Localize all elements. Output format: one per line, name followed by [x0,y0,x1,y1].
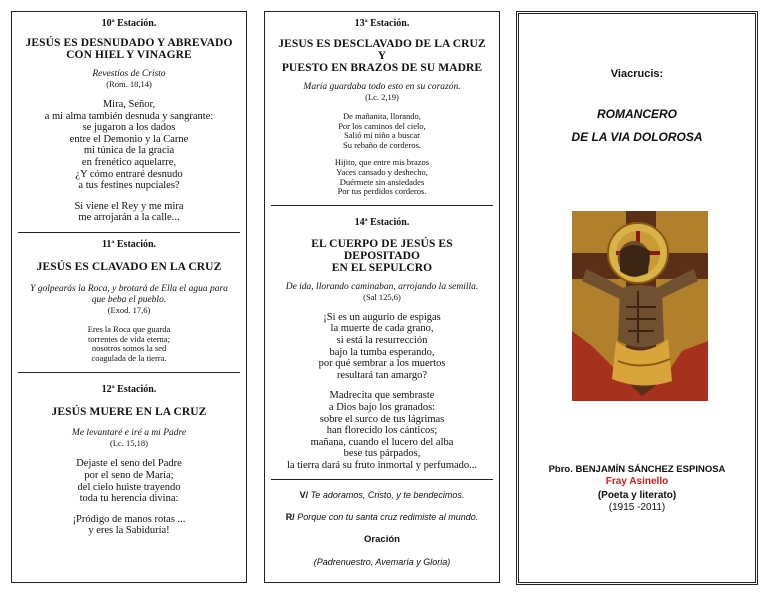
poem-line: Si viene el Rey y me mira [74,200,184,212]
station-12-reference: (Lc. 15,18) [109,438,148,449]
poem-line: si está la resurrección [336,334,428,346]
poem-line: entre el Demonio y la Carne [69,133,189,145]
station-12-poem [20,458,238,537]
poem-line: ¡Si es un augurio de espigas [323,311,441,323]
station-11-title: JESÚS ES CLAVADO EN LA CRUZ [36,260,222,273]
station-14 [265,217,499,472]
poem-line: mi túnica de la gracia [83,145,175,157]
versicle [273,490,491,501]
cover-title-line-2: DE LA VIA DOLOROSA [571,130,703,144]
station-11-reference: (Exod. 17,6) [107,304,151,315]
poem-line: Eres la Roca que guarda [87,323,171,334]
cover-panel [516,11,758,585]
poem-line: a Dios bajo los granados: [328,401,436,413]
poem-line: Madrecita que sembraste [329,390,435,402]
poem-line: toda tu herencia divina: [79,493,179,505]
station-14-poem [273,312,491,472]
poem-line: ¡Pródigo de manos rotas ... [72,513,186,525]
poem-line: resultará tan amargo? [336,369,428,381]
station-14-reference: (Sal 125,6) [363,291,401,302]
poem-line: Hijito, que entre mis brazos [334,157,430,168]
versicle-text: Te adoramos, Cristo, y te bendecimos. [310,490,465,501]
cover-title-line-1: ROMANCERO [597,107,677,121]
station-13-title [273,38,491,74]
page-panel-stations-13-14 [264,11,500,583]
station-10-title-line-2: CON HIEL Y VINAGRE [66,49,192,61]
divider [271,205,493,206]
author-years: (1915 -2011) [608,502,666,513]
poem-line: coagulada de la tierra. [91,352,167,363]
quote-line: que beba el pueblo. [91,294,167,305]
station-14-quote: De ida, llorando caminaban, arrojando la semilla. [285,281,479,292]
poem-line: mañana, cuando el lucero del alba [310,436,454,448]
poem-line: me arrojarán a la calle... [78,212,180,224]
poem-line: Por los caminos del cielo, [338,120,426,131]
response-text: Porque con tu santa cruz redimiste al mundo. [297,512,479,523]
divider [271,479,493,480]
poem-line: ¿Y cómo entraré desnudo [75,168,183,180]
station-13-heading: 13ª Estación. [354,18,410,29]
station-11-quote [20,284,238,306]
station-10-quote: Revestíos de Cristo [92,69,166,79]
station-13-title-line-1: JESUS ES DESCLAVADO DE LA CRUZ Y [278,38,486,62]
poem-line: a mi alma también desnuda y sangrante: [44,110,214,122]
poem-line: sobre el surco de tus lágrimas [319,413,445,425]
station-10 [12,18,246,224]
crucifix-image [572,211,708,401]
quote-line: Y golpearás la Roca, y brotará de Ella el agua para [30,283,228,294]
station-10-poem [20,99,238,224]
poem-line: por qué sembrar a los muertos [318,358,446,370]
poem-line: por el seno de María; [84,469,174,481]
author-role: (Poeta y literato) [597,490,677,501]
cover-pretitle: Viacrucis: [610,68,664,80]
station-13-reference: (Lc. 2,19) [365,92,399,102]
station-12-quote: Me levantaré e iré a mi Padre [71,428,187,439]
oracion-text: (Padrenuestro, Avemaría y Gloria) [313,557,451,568]
author-alias: Fray Asinello [605,476,669,487]
station-10-title-line-1: JESÚS ES DESNUDADO Y ABREVADO [25,37,233,49]
poem-line: bese tus párpados, [343,448,421,460]
author-name: Pbro. BENJAMÍN SÁNCHEZ ESPINOSA [548,464,726,475]
poem-line: han florecido los cánticos; [326,425,438,437]
response [273,512,491,523]
poem-line: nosotros somos la sed [91,343,167,354]
closing-prayers [265,490,499,568]
response-label: R/ [285,512,295,523]
station-13-quote: María guardaba todo esto en su corazón. [303,82,461,92]
station-10-heading: 10ª Estación. [101,18,157,29]
poem-line: Su rebaño de corderos. [343,139,421,150]
poem-line: la muerte de cada grano, [330,323,434,335]
versicle-label: V/ [299,490,309,501]
page-panel-stations-10-12 [11,11,247,583]
poem-line: Por tus perdidos corderos. [337,186,427,197]
poem-line: a tus festines nupciales? [78,180,180,192]
station-12-title: JESÚS MUERE EN LA CRUZ [51,406,207,419]
poem-line: Yaces cansado y deshecho, [336,166,428,177]
station-11 [12,239,246,363]
station-13-title-line-2: PUESTO EN BRAZOS DE SU MADRE [281,62,483,74]
station-10-title [20,37,238,61]
crucifix-illustration [572,211,708,401]
oracion-heading: Oración [364,534,400,546]
station-12 [12,384,246,537]
divider [18,372,240,373]
poem-line: Dejaste el seno del Padre [76,458,182,470]
station-11-poem [20,325,238,363]
station-10-reference: (Rom. 18,14) [106,79,152,89]
station-14-title-line-2: EN EL SEPULCRO [331,261,433,274]
poem-line: del cielo huiste trayendo [77,481,181,493]
poem-line: la tierra dará su fruto inmortal y perfumado... [286,459,478,471]
station-14-heading: 14ª Estación. [354,216,410,228]
poem-line: De mañanita, llorando, [343,111,421,121]
poem-line: Salió mi niño a buscar [343,130,420,141]
poem-line: bajo la tumba esperando, [329,346,435,358]
station-13-poem [273,112,491,197]
poem-line: en frenético aquelarre, [81,156,177,168]
station-13 [265,18,499,197]
station-14-title-line-1: EL CUERPO DE JESÚS ES DEPOSITADO [311,237,453,262]
poem-line: se jugaron a los dados [82,122,176,134]
divider [18,232,240,233]
poem-line: Duérmete sin ansiedades [339,176,425,187]
poem-line: Mira, Señor, [102,99,156,110]
poem-line: torrentes de vida eterna; [88,333,170,344]
station-12-heading: 12ª Estación. [101,384,157,396]
station-14-title [273,238,491,274]
poem-line: y eres la Sabiduría! [88,525,170,537]
station-11-heading: 11ª Estación. [101,238,157,250]
